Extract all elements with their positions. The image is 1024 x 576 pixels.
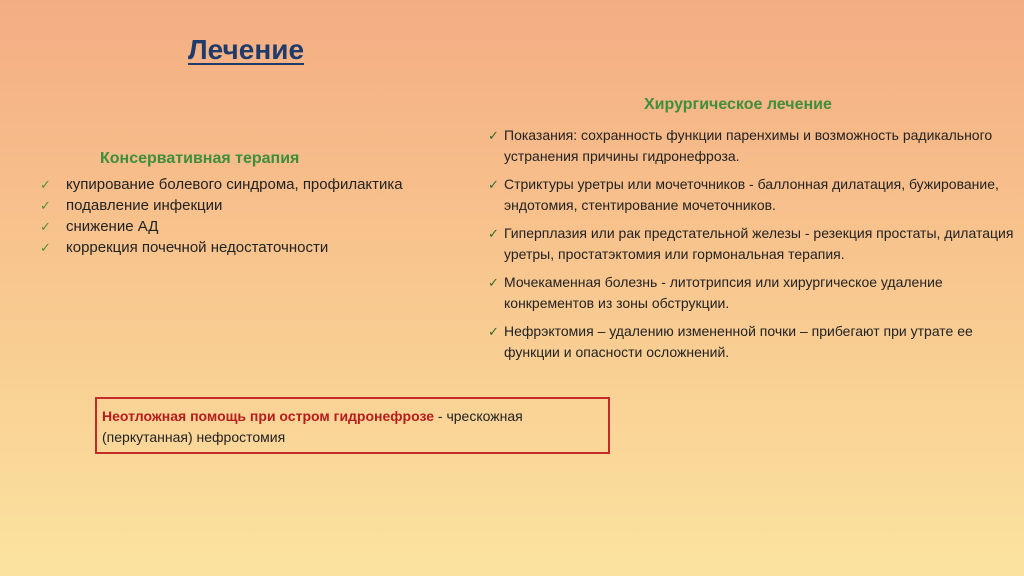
list-item — [40, 216, 440, 237]
checkmark-icon: ✓ — [488, 177, 499, 192]
list-item-text: Стриктуры уретры или мочеточников - баллонная дилатация, бужирование, эндотомия, стентирование мочеточников. — [504, 176, 999, 213]
conservative-list — [40, 174, 440, 258]
list-item — [488, 174, 1022, 216]
checkmark-icon: ✓ — [488, 226, 499, 241]
list-item — [40, 174, 440, 195]
list-item — [40, 195, 440, 216]
list-item-text: коррекция почечной недостаточности — [66, 239, 329, 256]
checkmark-icon: ✓ — [40, 240, 51, 255]
list-item-text: Гиперплазия или рак предстательной железы - резекция простаты, дилатация уретры, простатэктомия или гормональная терапия. — [504, 225, 1014, 262]
checkmark-icon: ✓ — [488, 324, 499, 339]
surgical-list — [488, 125, 1022, 370]
list-item — [40, 237, 440, 258]
list-item — [488, 125, 1022, 167]
checkmark-icon: ✓ — [488, 128, 499, 143]
surgical-heading: Хирургическое лечение — [644, 96, 832, 113]
checkmark-icon: ✓ — [488, 275, 499, 290]
checkmark-icon: ✓ — [40, 198, 51, 213]
urgent-care-box — [95, 397, 610, 454]
list-item — [488, 272, 1022, 314]
list-item — [488, 223, 1022, 265]
checkmark-icon: ✓ — [40, 177, 51, 192]
list-item — [488, 321, 1022, 363]
list-item-text: купирование болевого синдрома, профилактика — [66, 176, 403, 193]
list-item-text: Мочекаменная болезнь - литотрипсия или хирургическое удаление конкрементов из зоны обструкции. — [504, 274, 943, 311]
list-item-text: Нефрэктомия – удалению измененной почки – прибегают при утрате ее функции и опасности осложнений. — [504, 323, 973, 360]
conservative-heading: Консервативная терапия — [100, 150, 300, 167]
list-item-text: подавление инфекции — [66, 197, 223, 214]
slide-title: Лечение — [188, 34, 305, 65]
urgent-care-heading: Неотложная помощь при остром гидронефрозе — [102, 408, 435, 424]
list-item-text: снижение АД — [66, 218, 159, 235]
list-item-text: Показания: сохранность функции паренхимы и возможность радикального устранения причины гидронефроза. — [504, 127, 993, 164]
checkmark-icon: ✓ — [40, 219, 51, 234]
urgent-care-text: - чрескожная (перкутанная) нефростомия — [102, 408, 523, 445]
